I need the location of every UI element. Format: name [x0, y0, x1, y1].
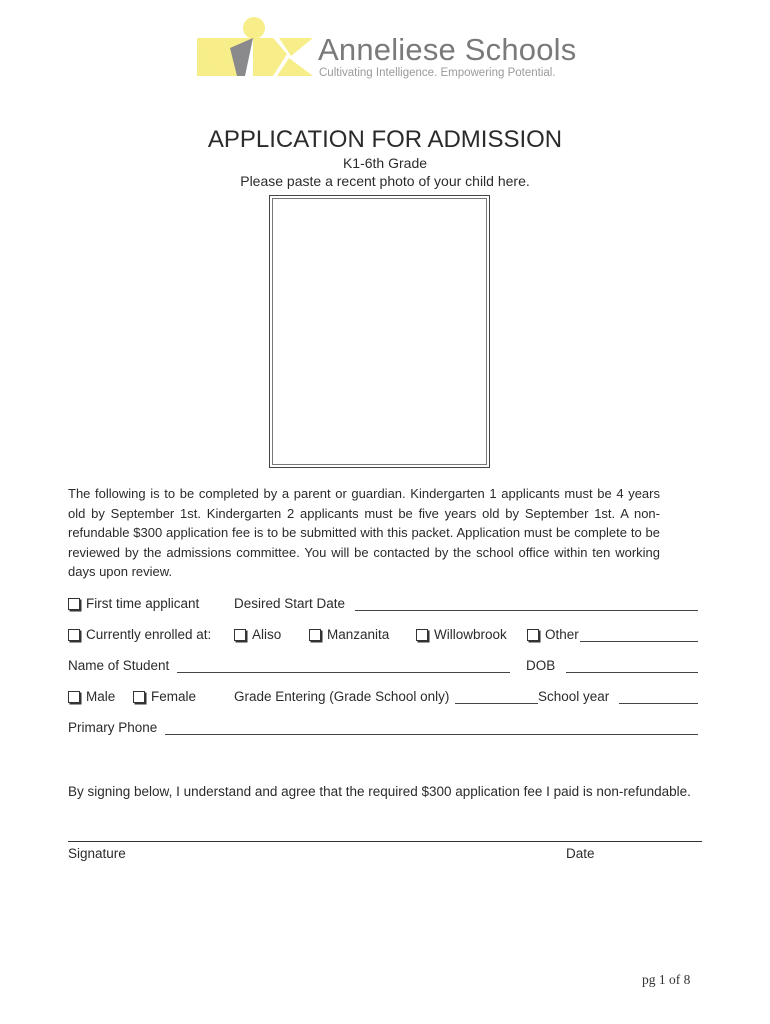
- anneliese-logo-icon: [195, 14, 315, 80]
- brand-name: Anneliese Schools: [318, 32, 577, 67]
- male-option[interactable]: [68, 689, 115, 704]
- primary-phone-field[interactable]: [165, 734, 698, 735]
- row-primary-phone: [68, 720, 700, 740]
- primary-phone-label: Primary Phone: [68, 720, 158, 735]
- checkbox-female[interactable]: [133, 691, 145, 703]
- checkbox-manzanita[interactable]: [309, 629, 321, 641]
- checkbox-currently-enrolled[interactable]: [68, 629, 80, 641]
- checkbox-other[interactable]: [527, 629, 539, 641]
- other-option[interactable]: [527, 627, 579, 642]
- currently-enrolled-label: Currently enrolled at:: [86, 627, 212, 642]
- photo-box[interactable]: [269, 195, 490, 468]
- dob-label: DOB: [526, 658, 556, 673]
- desired-start-label: Desired Start Date: [234, 596, 346, 611]
- first-time-option[interactable]: [68, 596, 199, 611]
- dob-field[interactable]: [566, 672, 698, 673]
- row-student-name: [68, 658, 700, 678]
- first-time-label: First time applicant: [86, 596, 200, 611]
- school-year-label: School year: [538, 689, 610, 704]
- checkbox-male[interactable]: [68, 691, 80, 703]
- date-label: Date: [566, 846, 595, 861]
- aliso-option[interactable]: [234, 627, 281, 642]
- other-label: Other: [545, 627, 579, 642]
- student-name-field[interactable]: [177, 672, 510, 673]
- female-label: Female: [151, 689, 197, 704]
- checkbox-first-time[interactable]: [68, 598, 80, 610]
- intro-paragraph: The following is to be completed by a parent or guardian. Kindergarten 1 applicants must be 4 years old by September 1st. Kindergarten 2 applicants must be five years old by September 1st. A non-refundable $300 application fee is to be submitted with this packet. Application must be complete to be reviewed by the admissions committee. You will be contacted by the school office within ten working days upon review.: [68, 486, 660, 579]
- student-name-label: Name of Student: [68, 658, 170, 673]
- row-enrolled: [68, 627, 700, 647]
- manzanita-label: Manzanita: [327, 627, 390, 642]
- signature-line[interactable]: [68, 841, 702, 842]
- grade-entering-label: Grade Entering (Grade School only): [234, 689, 450, 704]
- currently-enrolled-option[interactable]: [68, 627, 211, 642]
- other-field[interactable]: [580, 641, 698, 642]
- brand-tagline: Cultivating Intelligence. Empowering Potential.: [319, 67, 556, 79]
- photo-instruction: Please paste a recent photo of your child here.: [240, 173, 530, 189]
- checkbox-willowbrook[interactable]: [416, 629, 428, 641]
- row-gender-grade: [68, 689, 700, 709]
- page-title: APPLICATION FOR ADMISSION: [207, 126, 563, 153]
- female-option[interactable]: [133, 689, 196, 704]
- desired-start-field[interactable]: [355, 610, 698, 611]
- photo-box-inner-border: [272, 198, 487, 465]
- school-year-field[interactable]: [619, 703, 698, 704]
- agreement-text: By signing below, I understand and agree that the required $300 application fee I paid is non-refundable.: [68, 784, 691, 799]
- checkbox-aliso[interactable]: [234, 629, 246, 641]
- row-first-time: [68, 596, 700, 616]
- signature-label: Signature: [68, 846, 126, 861]
- manzanita-option[interactable]: [309, 627, 389, 642]
- willowbrook-label: Willowbrook: [434, 627, 507, 642]
- grade-entering-field[interactable]: [455, 703, 538, 704]
- willowbrook-option[interactable]: [416, 627, 507, 642]
- grade-range: K1-6th Grade: [342, 155, 428, 171]
- aliso-label: Aliso: [252, 627, 282, 642]
- page-number: pg 1 of 8: [642, 972, 691, 987]
- male-label: Male: [86, 689, 116, 704]
